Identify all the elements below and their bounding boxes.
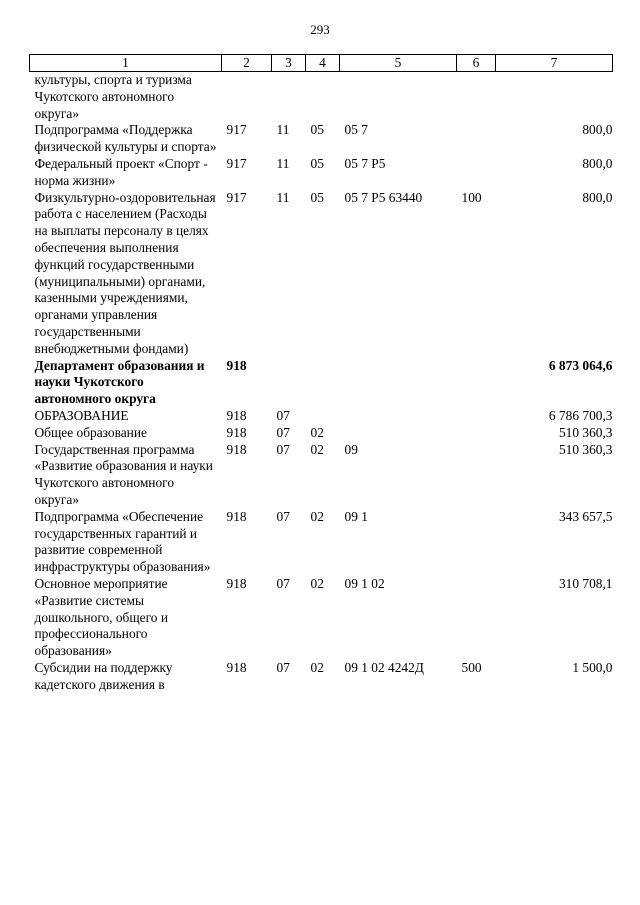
table-row [30,156,613,190]
row-amount: 510 360,3 [558,441,613,457]
row-subsection: 02 [310,659,324,675]
table-row [30,358,613,408]
row-name: Общее образование [34,424,147,440]
row-target-article [340,72,457,123]
row-section: 07 [276,441,290,457]
row-name: Физкультурно-оздоровительная работа с населением (Расходы на выплаты персоналу в целях обеспечения выполнения функций государственными (муниципальными) органами, казенными учреждениями, органами управления государственными внебюджетными фондами) [34,189,216,356]
row-expense-type [457,576,496,660]
row-subsection: 05 [310,155,324,171]
row-subsection [306,72,340,123]
row-name: Подпрограмма «Обеспечение государственных гарантий и развитие современной инфраструктуры образования» [34,508,211,575]
table-row [30,442,613,509]
table-row [30,576,613,660]
row-subsection: 05 [310,189,324,205]
row-section: 07 [276,575,290,591]
row-expense-type [457,408,496,425]
row-expense-type [457,156,496,190]
table-row [30,72,613,123]
table-row [30,408,613,425]
column-header: 6 [457,55,496,72]
row-amount: 800,0 [582,155,613,171]
column-header: 3 [272,55,306,72]
row-name: Федеральный проект «Спорт - норма жизни» [34,155,208,188]
row-name: Основное мероприятие «Развитие системы дошкольного, общего и профессионального образования» [34,575,168,659]
row-subsection [306,408,340,425]
row-ministry-code [222,72,272,123]
row-section: 07 [276,508,290,524]
row-expense-type: 500 [461,659,482,675]
row-target-article: 05 7 P5 [344,155,386,171]
row-ministry-code: 917 [226,155,247,171]
row-ministry-code: 918 [226,407,247,423]
row-expense-type [457,122,496,156]
row-name: культуры, спорта и туризма Чукотского автономного округа» [34,72,192,121]
row-target-article: 09 1 02 [344,575,385,591]
column-header: 5 [340,55,457,72]
budget-table [29,54,613,693]
row-name: Субсидии на поддержку кадетского движения в [34,659,173,692]
row-target-article [340,358,457,408]
row-subsection: 02 [310,575,324,591]
row-expense-type [457,358,496,408]
column-header: 7 [496,55,613,72]
table-row [30,509,613,576]
row-name: Департамент образования и науки Чукотского автономного округа [34,357,205,407]
row-target-article: 09 1 [344,508,368,524]
row-subsection: 05 [310,122,324,138]
row-section: 07 [276,407,290,423]
row-ministry-code: 917 [226,122,247,138]
column-header: 1 [30,55,222,72]
row-ministry-code: 918 [226,575,247,591]
row-target-article: 05 7 P5 63440 [344,189,423,205]
row-amount: 343 657,5 [558,508,613,524]
row-subsection: 02 [310,441,324,457]
row-subsection: 02 [310,424,324,440]
row-section [272,72,306,123]
row-target-article [340,408,457,425]
row-section: 07 [276,424,290,440]
row-name: Подпрограмма «Поддержка физической культуры и спорта» [34,122,217,155]
column-header: 2 [222,55,272,72]
row-ministry-code: 918 [226,424,247,440]
row-section: 11 [276,122,290,138]
row-name: ОБРАЗОВАНИЕ [34,407,129,423]
table-row [30,425,613,442]
row-expense-type [457,509,496,576]
row-target-article: 09 1 02 4242Д [344,659,424,675]
row-amount: 6 786 700,3 [548,407,613,423]
row-amount: 800,0 [582,122,613,138]
row-expense-type [457,72,496,123]
row-ministry-code: 918 [226,357,247,373]
row-section: 11 [276,189,290,205]
row-amount [496,72,613,123]
row-amount: 510 360,3 [558,424,613,440]
row-ministry-code: 917 [226,189,247,205]
row-name: Государственная программа «Развитие образования и науки Чукотского автономного округа» [34,441,213,507]
row-ministry-code: 918 [226,508,247,524]
column-header-row [30,55,613,72]
table-row [30,660,613,694]
row-expense-type [457,442,496,509]
row-target-article: 09 [344,441,358,457]
row-subsection [306,358,340,408]
row-amount: 6 873 064,6 [548,357,613,373]
row-amount: 1 500,0 [572,659,613,675]
table-row [30,190,613,358]
row-expense-type [457,425,496,442]
row-amount: 310 708,1 [558,575,613,591]
column-header: 4 [306,55,340,72]
row-target-article: 05 7 [344,122,368,138]
page-number: 293 [310,22,330,37]
row-target-article [340,425,457,442]
row-section: 11 [276,155,290,171]
row-subsection: 02 [310,508,324,524]
row-expense-type: 100 [461,189,482,205]
row-section [272,358,306,408]
table-row [30,122,613,156]
row-ministry-code: 918 [226,659,247,675]
row-ministry-code: 918 [226,441,247,457]
row-section: 07 [276,659,290,675]
row-amount: 800,0 [582,189,613,205]
